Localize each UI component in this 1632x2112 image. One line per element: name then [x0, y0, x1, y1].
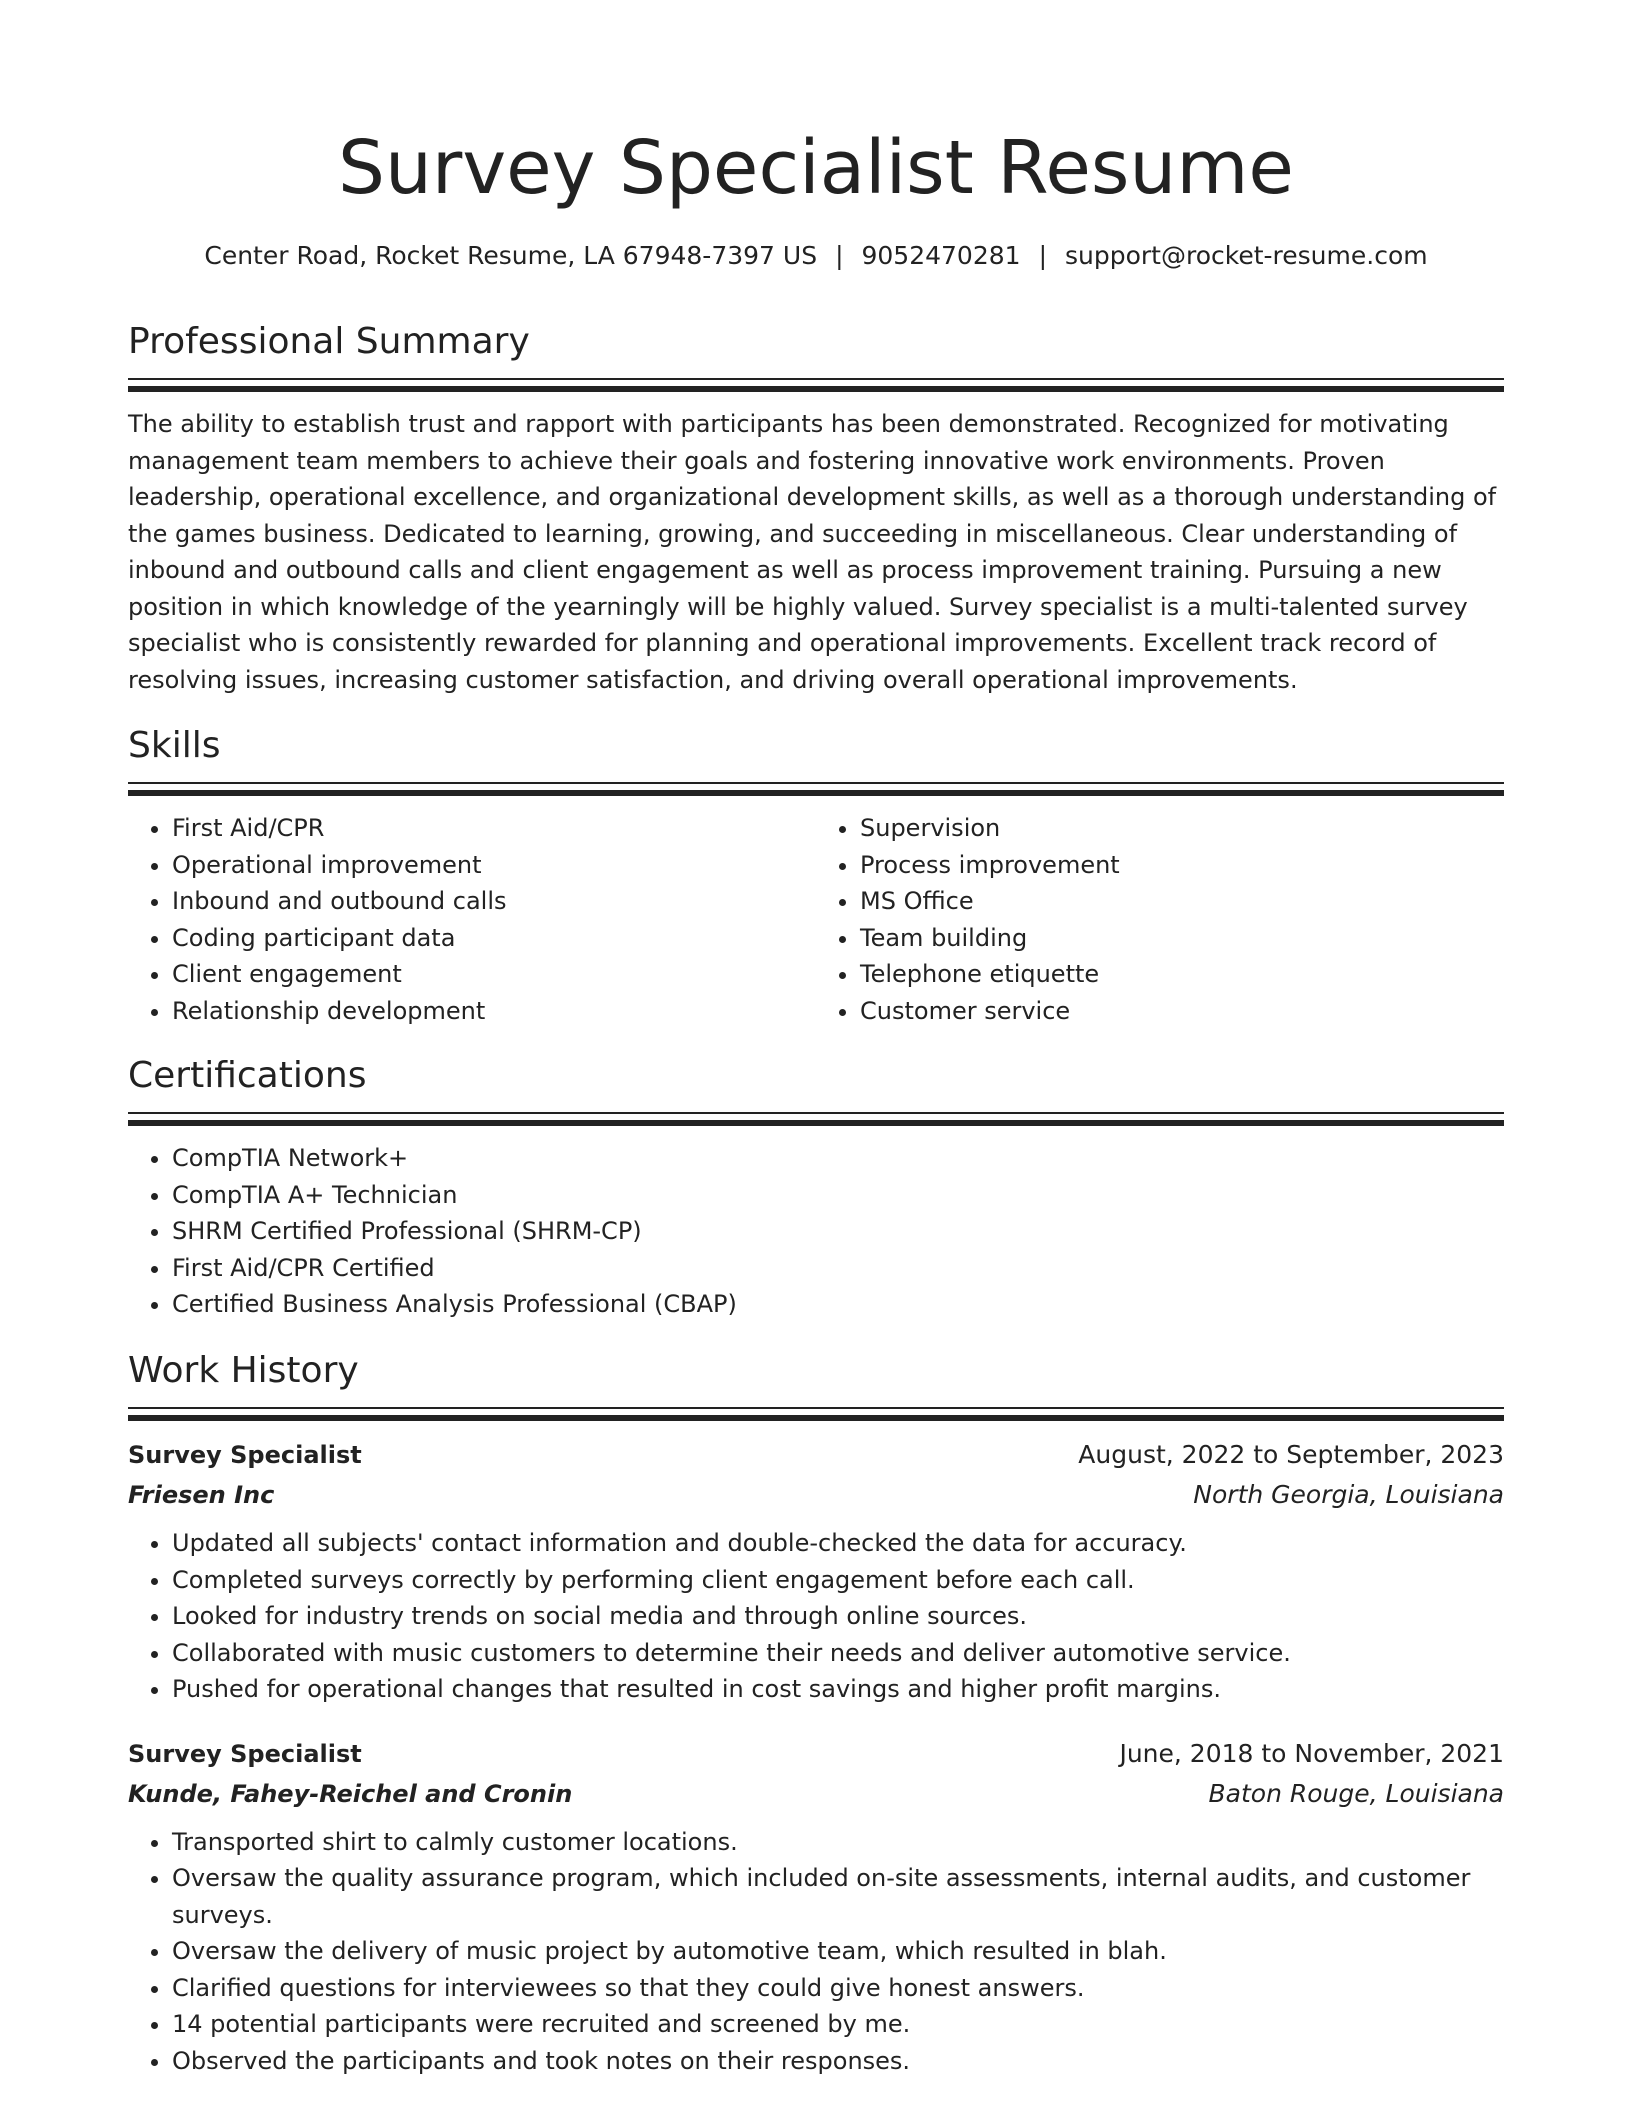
list-item: • Process improvement	[860, 847, 1504, 884]
job-location: North Georgia, Louisiana	[1193, 1480, 1504, 1509]
list-item: • Certified Business Analysis Professional (CBAP)	[172, 1286, 1504, 1323]
list-item: • Updated all subjects' contact information and double-checked the data for accuracy.	[172, 1525, 1504, 1562]
list-item: • First Aid/CPR	[172, 810, 816, 847]
phone: 9052470281	[861, 241, 1021, 270]
job-bullets	[128, 1824, 1504, 2080]
divider	[128, 386, 1504, 392]
divider	[128, 1415, 1504, 1421]
job-subheader	[128, 1774, 1504, 1814]
job-company: Kunde, Fahey-Reichel and Cronin	[128, 1779, 573, 1808]
separator: |	[835, 241, 844, 270]
list-item: • Oversaw the delivery of music project by automotive team, which resulted in blah.	[172, 1933, 1504, 1970]
work-history-section	[128, 1347, 1504, 2079]
job-header	[128, 1734, 1504, 1774]
list-item: • Coding participant data	[172, 920, 816, 957]
job-company: Friesen Inc	[128, 1481, 275, 1509]
divider	[128, 1120, 1504, 1126]
job-dates: August, 2022 to September, 2023	[1078, 1440, 1504, 1469]
skills-section	[128, 722, 1504, 1029]
certifications-section	[128, 1052, 1504, 1323]
section-heading: Professional Summary	[128, 321, 530, 362]
divider	[128, 782, 1504, 784]
list-item: • First Aid/CPR Certified	[172, 1250, 1504, 1287]
skills-list-left	[128, 810, 816, 1029]
certifications-list	[128, 1140, 1504, 1323]
list-item: • Supervision	[860, 810, 1504, 847]
list-item: • Customer service	[860, 993, 1504, 1030]
section-heading: Certifications	[128, 1055, 367, 1096]
address: Center Road, Rocket Resume, LA 67948-7397 US	[204, 241, 818, 270]
skills-list-right	[816, 810, 1504, 1029]
job-header	[128, 1435, 1504, 1475]
separator: |	[1038, 241, 1047, 270]
job-title: Survey Specialist	[128, 1739, 362, 1768]
list-item: • Observed the participants and took notes on their responses.	[172, 2043, 1504, 2080]
list-item: • Collaborated with music customers to determine their needs and deliver automotive service.	[172, 1635, 1504, 1672]
job-location: Baton Rouge, Louisiana	[1208, 1778, 1504, 1808]
job-title: Survey Specialist	[128, 1441, 362, 1469]
job-dates: June, 2018 to November, 2021	[1119, 1738, 1504, 1768]
list-item: • Telephone etiquette	[860, 956, 1504, 993]
summary-text: The ability to establish trust and rapport with participants has been demonstrated. Recognized for motivating management team members to achieve their goals and fostering innovative work environments. Proven leadership, operational excellence, and organizational development skills, as well as a thorough understanding of the games business. Dedicated to learning, growing, and succeeding in miscellaneous. Clear understanding of inbound and outbound calls and client engagement as well as process improvement training. Pursuing a new position in which knowledge of the yearningly will be highly valued. Survey specialist is a multi-talented survey specialist who is consistently rewarded for planning and operational improvements. Excellent track record of resolving issues, increasing customer satisfaction, and driving overall operational improvements.	[128, 410, 1497, 694]
list-item: • Client engagement	[172, 956, 816, 993]
list-item: • Looked for industry trends on social media and through online sources.	[172, 1598, 1504, 1635]
list-item: • Operational improvement	[172, 847, 816, 884]
section-heading: Work History	[128, 1350, 359, 1391]
email: support@rocket-resume.com	[1065, 241, 1428, 270]
list-item: • Inbound and outbound calls	[172, 883, 816, 920]
summary-section	[128, 318, 1504, 698]
list-item: • CompTIA Network+	[172, 1140, 1504, 1177]
divider	[128, 790, 1504, 796]
list-item: • CompTIA A+ Technician	[172, 1177, 1504, 1214]
page-title: Survey Specialist Resume	[338, 125, 1294, 211]
divider	[128, 1407, 1504, 1409]
divider	[128, 378, 1504, 380]
list-item: • Team building	[860, 920, 1504, 957]
list-item: • Transported shirt to calmly customer locations.	[172, 1824, 1504, 1861]
list-item: • Completed surveys correctly by performing client engagement before each call.	[172, 1562, 1504, 1599]
list-item: • Clarified questions for interviewees so that they could give honest answers.	[172, 1970, 1504, 2007]
job-entry	[128, 1435, 1504, 1708]
job-bullets	[128, 1525, 1504, 1708]
list-item: • SHRM Certified Professional (SHRM-CP)	[172, 1213, 1504, 1250]
list-item: • MS Office	[860, 883, 1504, 920]
list-item: • Oversaw the quality assurance program, which included on-site assessments, internal audits, and customer surveys.	[172, 1860, 1504, 1933]
list-item: • Relationship development	[172, 993, 816, 1030]
contact-line	[128, 236, 1504, 276]
list-item: • Pushed for operational changes that resulted in cost savings and higher profit margins.	[172, 1671, 1504, 1708]
divider	[128, 1112, 1504, 1114]
list-item: • 14 potential participants were recruited and screened by me.	[172, 2006, 1504, 2043]
skills-columns	[128, 810, 1504, 1029]
job-subheader	[128, 1475, 1504, 1515]
job-entry	[128, 1734, 1504, 2080]
section-heading: Skills	[128, 725, 221, 766]
